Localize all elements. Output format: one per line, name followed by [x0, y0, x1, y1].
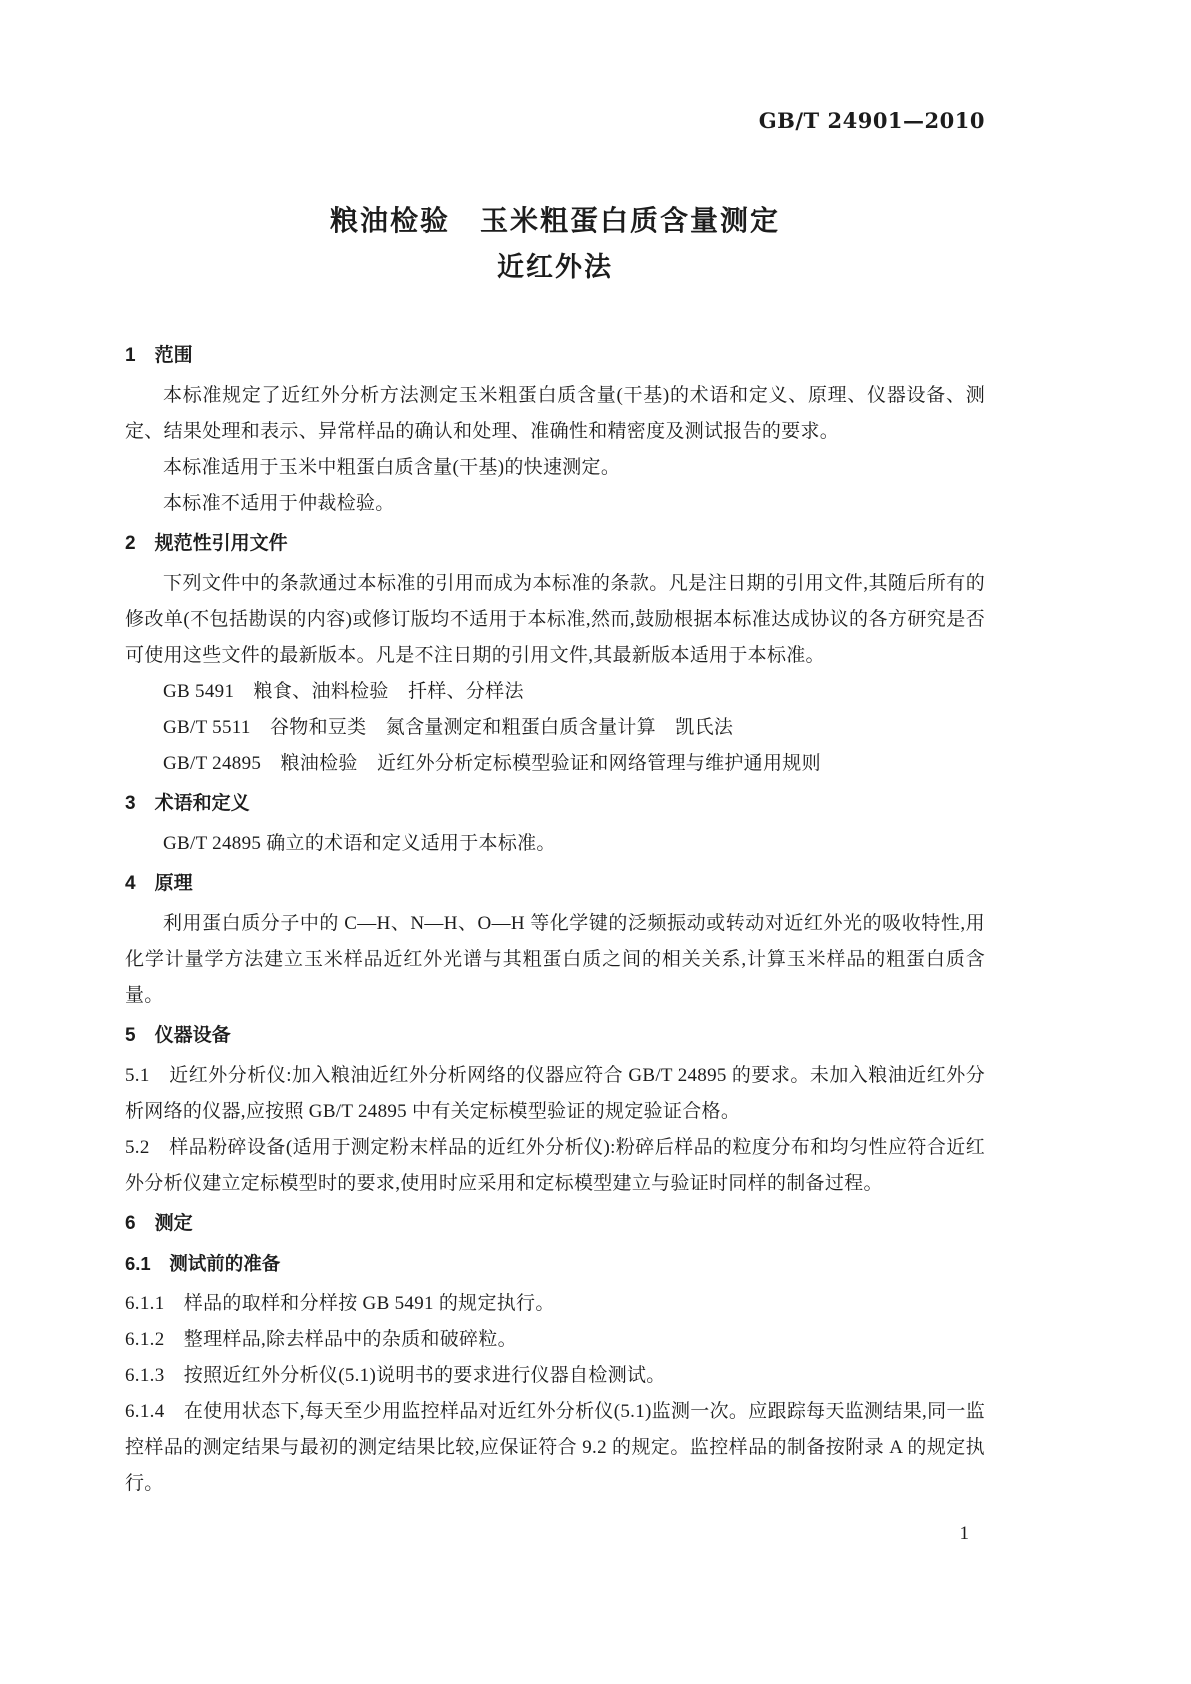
clause-paragraph: 6.1.2 整理样品,除去样品中的杂质和破碎粒。 [125, 1329, 517, 1350]
section-heading-apparatus: 5 仪器设备 [125, 1025, 231, 1046]
subsection-heading-preparation: 6.1 测试前的准备 [125, 1253, 281, 1274]
clause-paragraph: 6.1.1 样品的取样和分样按 GB 5491 的规定执行。 [125, 1293, 555, 1314]
section-heading-terms-definitions: 3 术语和定义 [125, 793, 250, 814]
section-heading-scope: 1 范围 [125, 345, 193, 366]
section-heading-normative-references: 2 规范性引用文件 [125, 533, 288, 554]
paragraph: 利用蛋白质分子中的 C—H、N—H、O—H 等化学键的泛频振动或转动对近红外光的吸收特性,用化学计量学方法建立玉米样品近红外光谱与其粗蛋白质之间的相关关系,计算玉米样品的粗蛋白质含量。 [125, 913, 985, 1006]
clause-paragraph: 6.1.4 在使用状态下,每天至少用监控样品对近红外分析仪(5.1)监测一次。应跟踪每天监测结果,同一监控样品的测定结果与最初的测定结果比较,应保证符合 9.2 的规定。监控样品的制备按附录 A 的规定执行。 [125, 1401, 985, 1494]
paragraph: 本标准适用于玉米中粗蛋白质含量(干基)的快速测定。 [163, 457, 621, 478]
clause-paragraph: 5.2 样品粉碎设备(适用于测定粉末样品的近红外分析仪):粉碎后样品的粒度分布和均匀性应符合近红外分析仪建立定标模型时的要求,使用时应采用和定标模型建立与验证时同样的制备过程。 [125, 1137, 985, 1194]
document-body [125, 338, 985, 1502]
paragraph: 本标准不适用于仲裁检验。 [163, 493, 395, 514]
clause-paragraph: 6.1.3 按照近红外分析仪(5.1)说明书的要求进行仪器自检测试。 [125, 1365, 666, 1386]
document-title: 粮油检验 玉米粗蛋白质含量测定 [329, 205, 780, 236]
clause-paragraph: 5.1 近红外分析仪:加入粮油近红外分析网络的仪器应符合 GB/T 24895 的要求。未加入粮油近红外分析网络的仪器,应按照 GB/T 24895 中有关定标模型验证的规定验证合格。 [125, 1065, 985, 1122]
paragraph: 本标准规定了近红外分析方法测定玉米粗蛋白质含量(干基)的术语和定义、原理、仪器设备、测定、结果处理和表示、异常样品的确认和处理、准确性和精密度及测试报告的要求。 [125, 385, 985, 442]
reference-entry: GB 5491 粮食、油料检验 扦样、分样法 [163, 681, 524, 702]
paragraph: 下列文件中的条款通过本标准的引用而成为本标准的条款。凡是注日期的引用文件,其随后所有的修改单(不包括勘误的内容)或修订版均不适用于本标准,然而,鼓励根据本标准达成协议的各方研究是否可使用这些文件的最新版本。凡是不注日期的引用文件,其最新版本适用于本标准。 [125, 573, 985, 666]
reference-entry: GB/T 24895 粮油检验 近红外分析定标模型验证和网络管理与维护通用规则 [163, 753, 821, 774]
page-number: 1 [959, 1523, 969, 1544]
paragraph: GB/T 24895 确立的术语和定义适用于本标准。 [163, 833, 556, 854]
section-heading-determination: 6 测定 [125, 1213, 193, 1234]
reference-entry: GB/T 5511 谷物和豆类 氮含量测定和粗蛋白质含量计算 凯氏法 [163, 717, 734, 738]
standard-number: GB/T 24901—2010 [758, 108, 985, 133]
document-subtitle: 近红外法 [497, 252, 613, 282]
section-heading-principle: 4 原理 [125, 873, 193, 894]
